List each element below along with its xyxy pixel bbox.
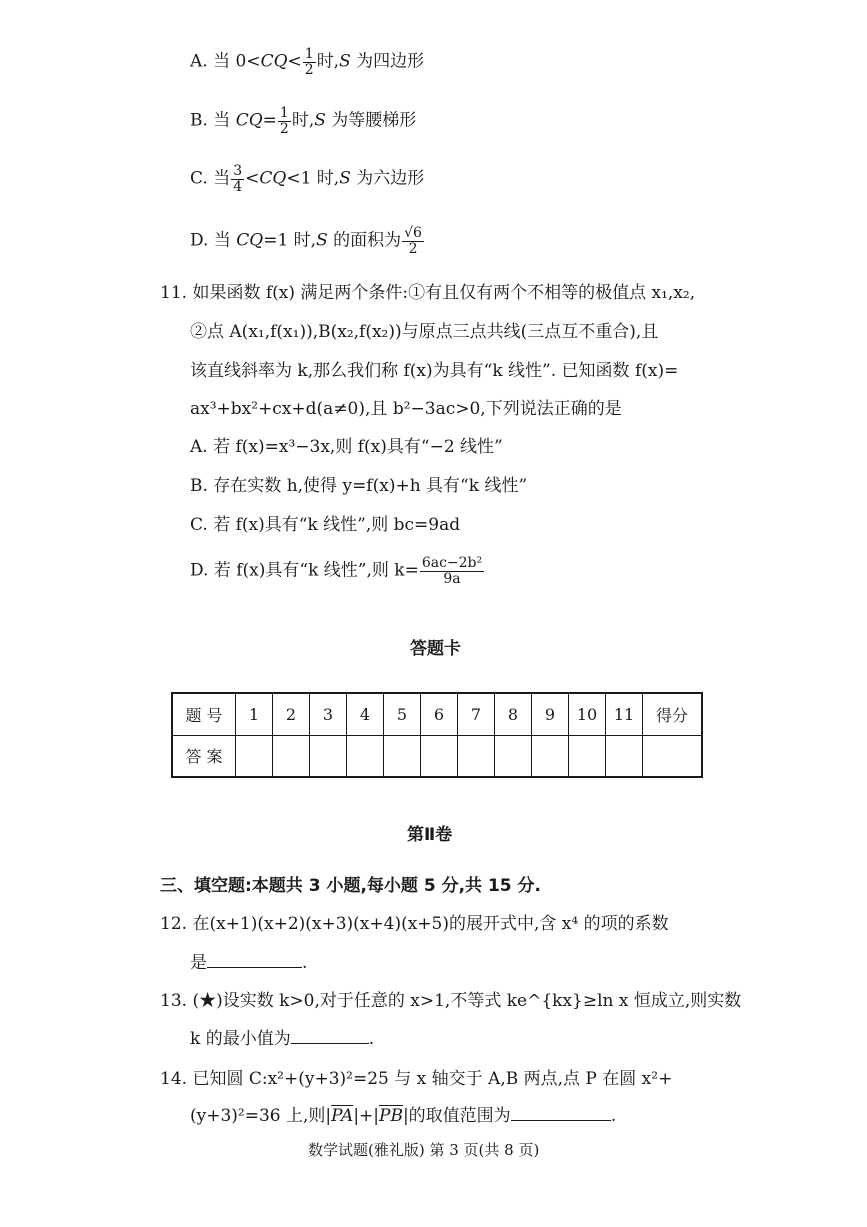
q10-option-c — [190, 164, 424, 194]
vector-pa: $\overline{PA}$ — [331, 1106, 354, 1126]
fraction — [303, 47, 316, 77]
answer-cell[interactable] — [532, 735, 569, 777]
q11-line-3: 该直线斜率为 k,那么我们称 f(x)为具有“k 线性”. 已知函数 f(x)= — [190, 361, 679, 381]
page-footer: 数学试题(雅礼版) 第 3 页(共 8 页) — [308, 1141, 540, 1159]
math-var: S — [316, 230, 328, 251]
option-text: 时, — [291, 110, 315, 131]
fraction-numerator: √6 — [404, 225, 422, 241]
q10-option-b — [190, 106, 416, 136]
q13-line-1: 13. (★)设实数 k>0,对于任意的 x>1,不等式 ke^{kx}≥ln x 恒成立,则实数 — [160, 991, 742, 1011]
option-text: = — [262, 110, 277, 131]
answer-cell[interactable] — [347, 735, 384, 777]
answer-cell[interactable] — [310, 735, 347, 777]
answer-card-title: 答题卡 — [410, 639, 461, 659]
q11-option-b: B. 存在实数 h,使得 y=f(x)+h 具有“k 线性” — [190, 476, 528, 496]
question-number: 3 — [310, 693, 347, 735]
answer-cell[interactable] — [569, 735, 606, 777]
question-text: . — [368, 1029, 375, 1049]
option-text: < — [245, 168, 260, 189]
q11-option-d — [190, 556, 485, 586]
question-number: 2 — [273, 693, 310, 735]
answer-cell[interactable] — [495, 735, 532, 777]
option-text: B. 当 — [190, 110, 236, 131]
answer-cell[interactable] — [421, 735, 458, 777]
fraction-denominator: 4 — [233, 178, 243, 195]
question-number: 9 — [532, 693, 569, 735]
option-text: C. 当 — [190, 168, 231, 189]
fraction-numerator: 1 — [279, 105, 289, 121]
math-var: S — [339, 168, 351, 189]
answer-cell[interactable] — [606, 735, 643, 777]
question-text: k 的最小值为 — [190, 1029, 291, 1049]
option-text: <1 时, — [286, 168, 340, 189]
math-var: CQ — [260, 51, 288, 72]
fraction — [402, 226, 424, 256]
fraction-numerator: 3 — [233, 163, 243, 179]
fraction-denominator: 2 — [279, 120, 289, 137]
question-text: |+| — [353, 1106, 380, 1126]
answer-blank[interactable] — [511, 1120, 611, 1121]
answer-cell[interactable] — [273, 735, 310, 777]
option-text: D. 若 f(x)具有“k 线性”,则 k= — [190, 560, 419, 581]
fraction-denominator: 2 — [408, 240, 418, 257]
q13-line-2 — [190, 1029, 374, 1049]
q14-line-1: 14. 已知圆 C:x²+(y+3)²=25 与 x 轴交于 A,B 两点,点 P 在圆 x²+ — [160, 1069, 673, 1089]
option-text: 为等腰梯形 — [325, 110, 417, 131]
row-label: 答 案 — [172, 735, 236, 777]
vector-pb: $\overline{PB}$ — [379, 1106, 403, 1126]
q11-option-c: C. 若 f(x)具有“k 线性”,则 bc=9ad — [190, 515, 461, 535]
question-number: 10 — [569, 693, 606, 735]
q12-line-1: 12. 在(x+1)(x+2)(x+3)(x+4)(x+5)的展开式中,含 x⁴ 的项的系数 — [160, 914, 669, 934]
table-row — [172, 693, 702, 735]
fraction — [231, 164, 244, 194]
fraction-numerator: 1 — [304, 46, 314, 62]
option-text: 为四边形 — [350, 51, 425, 72]
fraction-numerator: 6ac−2b² — [421, 555, 483, 571]
answer-blank[interactable] — [207, 967, 302, 968]
option-text: 时, — [316, 51, 340, 72]
question-number: 8 — [495, 693, 532, 735]
option-text: 为六边形 — [350, 168, 425, 189]
question-text: . — [610, 1106, 617, 1126]
math-var: CQ — [236, 230, 264, 251]
q10-option-a — [190, 47, 424, 77]
fraction-denominator: 9a — [443, 570, 461, 587]
q11-line-1: 11. 如果函数 f(x) 满足两个条件:①有且仅有两个不相等的极值点 x₁,x₂, — [160, 283, 696, 303]
row-label: 题 号 — [172, 693, 236, 735]
answer-blank[interactable] — [291, 1043, 369, 1044]
score-cell[interactable] — [643, 735, 703, 777]
q11-option-a: A. 若 f(x)=x³−3x,则 f(x)具有“−2 线性” — [190, 437, 503, 457]
q11-line-4: ax³+bx²+cx+d(a≠0),且 b²−3ac>0,下列说法正确的是 — [190, 399, 622, 419]
question-number: 6 — [421, 693, 458, 735]
q12-line-2 — [190, 953, 307, 973]
fraction — [278, 106, 291, 136]
question-number: 5 — [384, 693, 421, 735]
option-text: 的面积为 — [327, 230, 402, 251]
option-text: D. 当 — [190, 230, 237, 251]
section-heading: 三、填空题:本题共 3 小题,每小题 5 分,共 15 分. — [160, 876, 541, 896]
answer-cell[interactable] — [236, 735, 273, 777]
fraction — [420, 556, 484, 586]
question-number: 7 — [458, 693, 495, 735]
question-text: . — [302, 953, 308, 973]
option-text: A. 当 0< — [190, 51, 261, 72]
question-text: 是 — [190, 953, 207, 973]
section-title: 第Ⅱ卷 — [407, 825, 453, 845]
q10-option-d — [190, 226, 425, 256]
score-label: 得分 — [643, 693, 703, 735]
question-text: |的取值范围为 — [402, 1106, 511, 1126]
question-number: 1 — [236, 693, 273, 735]
math-var: CQ — [259, 168, 287, 189]
question-number: 11 — [606, 693, 643, 735]
fraction-denominator: 2 — [304, 61, 314, 78]
option-text: =1 时, — [263, 230, 317, 251]
question-number: 4 — [347, 693, 384, 735]
math-var: S — [314, 110, 326, 131]
answer-cell[interactable] — [384, 735, 421, 777]
option-text: < — [287, 51, 302, 72]
answer-card-table — [171, 692, 703, 778]
math-var: CQ — [235, 110, 263, 131]
q11-line-2: ②点 A(x₁,f(x₁)),B(x₂,f(x₂))与原点三点共线(三点互不重合),且 — [190, 322, 659, 342]
answer-cell[interactable] — [458, 735, 495, 777]
math-var: S — [339, 51, 351, 72]
q14-line-2 — [190, 1106, 616, 1126]
table-row — [172, 735, 702, 777]
question-text: (y+3)²=36 上,则| — [190, 1106, 332, 1126]
